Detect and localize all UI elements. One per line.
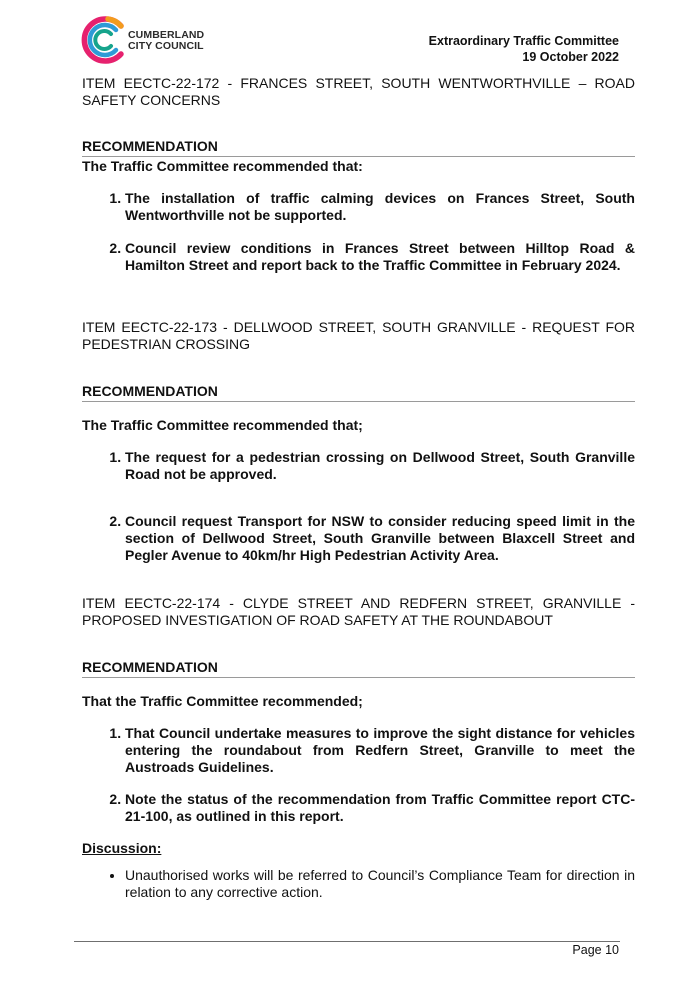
recommendation-list — [82, 190, 635, 274]
document-body — [82, 75, 635, 901]
recommendation-intro: That the Traffic Committee recommended; — [82, 693, 363, 709]
discussion-bullet: • Unauthorised works will be referred to Council’s Compliance Team for direction in relation to any corrective action. — [125, 867, 635, 901]
recommendation-intro: The Traffic Committee recommended that; — [82, 417, 363, 433]
discussion-heading: Discussion: — [82, 840, 162, 856]
item-title: ITEM EECTC-22-174 - CLYDE STREET AND REDFERN STREET, GRANVILLE - PROPOSED INVESTIGATION OF ROAD SAFETY AT THE ROUNDABOUT — [82, 595, 635, 628]
logo-wordmark — [128, 30, 204, 52]
recommendation-point: 2. Council review conditions in Frances Street between Hilltop Road & Hamilton Street and report back to the Traffic Committee in February 2024. — [125, 240, 635, 274]
council-logo — [78, 14, 128, 66]
document-header — [429, 33, 619, 65]
recommendation-heading: RECOMMENDATION — [82, 138, 635, 157]
recommendation-intro: The Traffic Committee recommended that: — [82, 158, 363, 174]
recommendation-list — [82, 449, 635, 564]
page-number: Page 10 — [572, 943, 619, 957]
footer-divider — [74, 941, 620, 942]
committee-name: Extraordinary Traffic Committee — [428, 34, 619, 48]
logo-line-2: CITY COUNCIL — [128, 40, 204, 52]
recommendation-heading: RECOMMENDATION — [82, 383, 635, 402]
recommendation-point: 2. Note the status of the recommendation from Traffic Committee report CTC-21-100, as outlined in this report. — [125, 791, 635, 825]
recommendation-heading: RECOMMENDATION — [82, 659, 635, 678]
recommendation-point: 1. That Council undertake measures to improve the sight distance for vehicles entering the roundabout from Redfern Street, Granville to meet the Austroads Guidelines. — [125, 725, 635, 776]
recommendation-point: 1. The request for a pedestrian crossing on Dellwood Street, South Granville Road not be approved. — [125, 449, 635, 483]
recommendation-point: 2. Council request Transport for NSW to consider reducing speed limit in the section of Dellwood Street, South Granville between Blaxcell Street and Pegler Avenue to 40km/hr High Pedestrian Activity Area. — [125, 513, 635, 564]
logo-line-1: CUMBERLAND — [128, 29, 205, 41]
discussion-list — [82, 867, 635, 901]
meeting-date: 19 October 2022 — [522, 50, 619, 64]
item-title: ITEM EECTC-22-172 - FRANCES STREET, SOUTH WENTWORTHVILLE – ROAD SAFETY CONCERNS — [82, 75, 635, 108]
item-title: ITEM EECTC-22-173 - DELLWOOD STREET, SOUTH GRANVILLE - REQUEST FOR PEDESTRIAN CROSSING — [82, 319, 635, 352]
recommendation-list — [82, 725, 635, 825]
recommendation-point: 1. The installation of traffic calming devices on Frances Street, South Wentworthville not be supported. — [125, 190, 635, 224]
